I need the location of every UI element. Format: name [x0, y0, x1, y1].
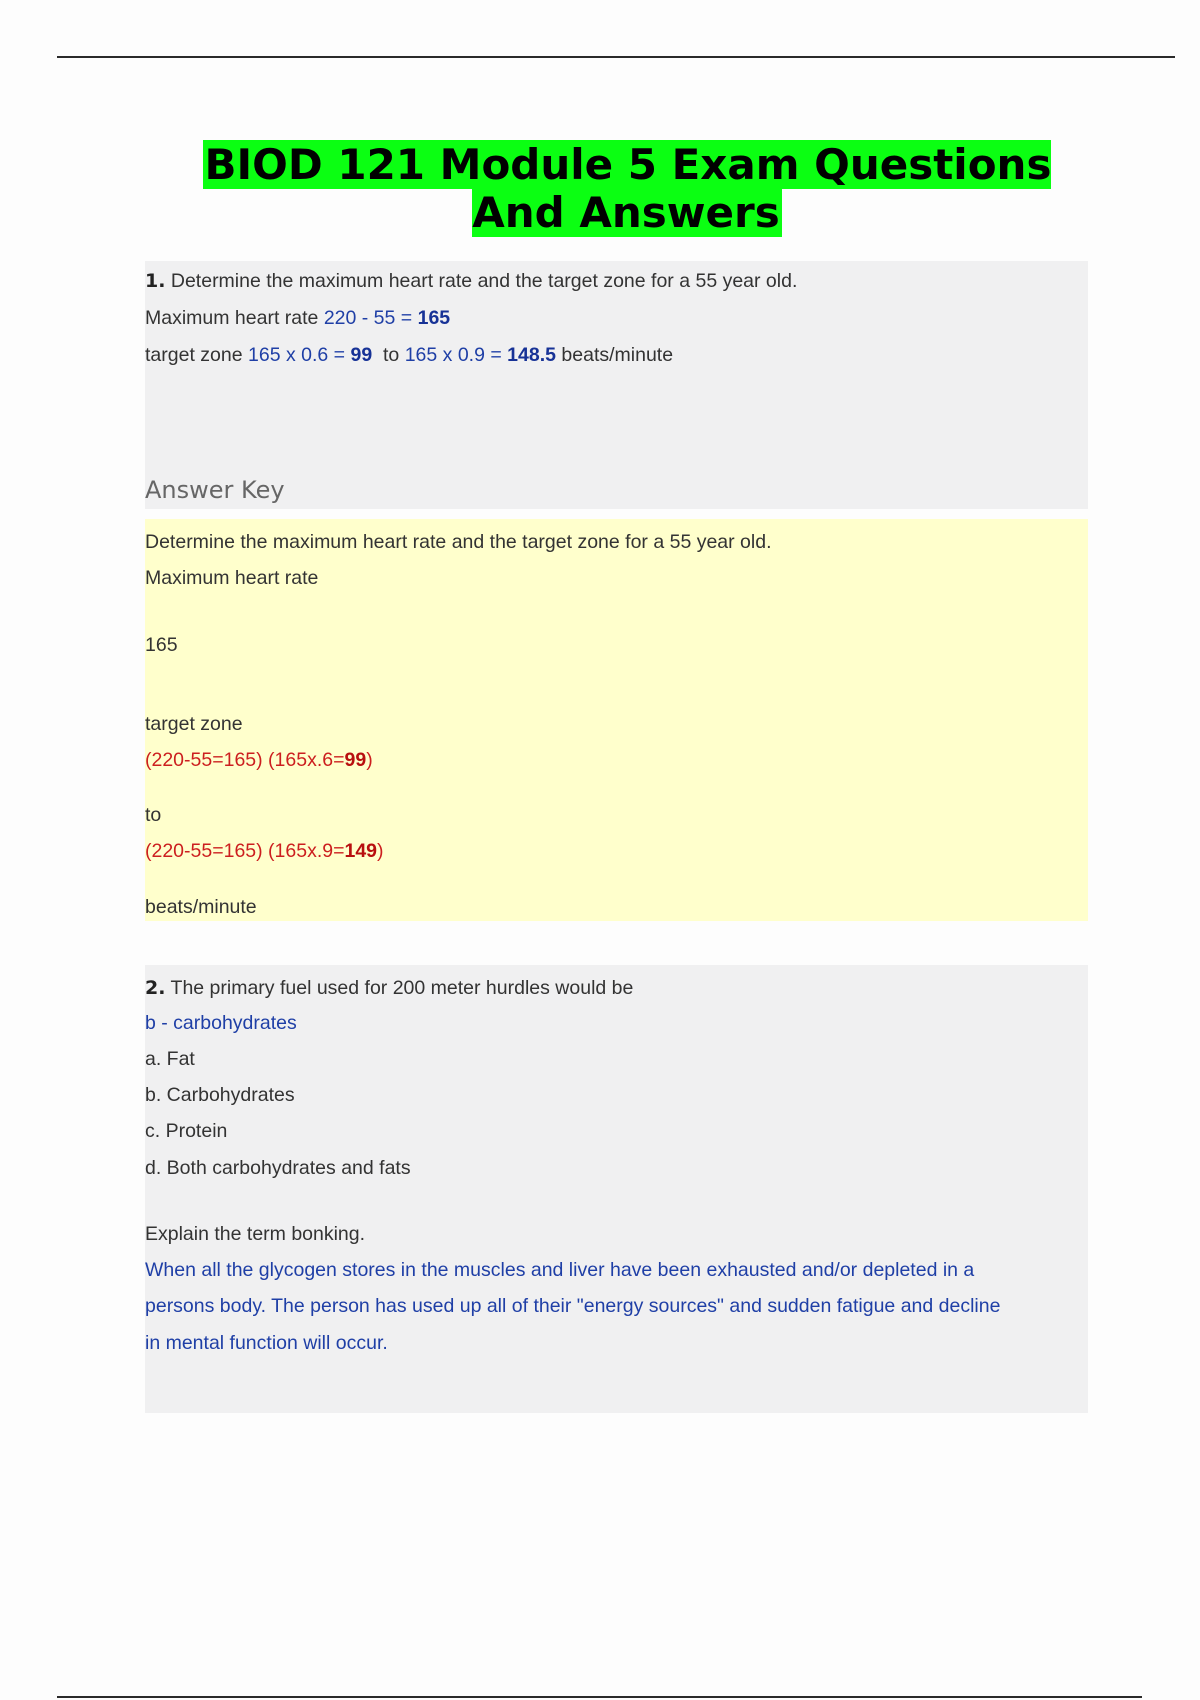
option-c: c. Protein [145, 1120, 228, 1142]
answer-key-heading: Answer Key [145, 476, 285, 504]
question-1-block [145, 261, 1088, 509]
question-2-answer: b - carbohydrates [145, 1012, 297, 1034]
answer-key-question: Determine the maximum heart rate and the target zone for a 55 year old. [145, 531, 772, 553]
page-title: BIOD 121 Module 5 Exam Questions And Answers [204, 140, 1052, 237]
question-number: 2. [145, 977, 166, 999]
option-b: b. Carbohydrates [145, 1084, 295, 1106]
option-a: a. Fat [145, 1048, 195, 1070]
answer-key-unit: beats/minute [145, 896, 257, 918]
answer-key-calc-1: (220-55=165) (165x.6=99) [145, 749, 373, 771]
bottom-rule [57, 1696, 1142, 1698]
question-text: Determine the maximum heart rate and the target zone for a 55 year old. [170, 270, 798, 292]
answer-key-max-label: Maximum heart rate [145, 567, 319, 589]
option-d: d. Both carbohydrates and fats [145, 1157, 411, 1179]
bonking-answer-line-1: When all the glycogen stores in the muscles and liver have been exhausted and/or depleted in a [145, 1259, 975, 1281]
answer-key-to: to [145, 804, 162, 826]
answer-key-zone-label: target zone [145, 713, 243, 735]
question-1 [145, 269, 797, 293]
question-2-block [145, 965, 1088, 1413]
answer-key-calc-2: (220-55=165) (165x.9=149) [145, 840, 384, 862]
max-heart-rate-line: Maximum heart rate 220 - 55 = 165 [145, 307, 451, 329]
top-rule [57, 56, 1175, 58]
bonking-question: Explain the term bonking. [145, 1223, 366, 1245]
question-text: The primary fuel used for 200 meter hurdles would be [170, 977, 634, 999]
question-number: 1. [145, 270, 166, 292]
answer-key-block [145, 519, 1088, 921]
question-2 [145, 976, 633, 1000]
bonking-answer-line-3: in mental function will occur. [145, 1332, 388, 1354]
target-zone-line: target zone 165 x 0.6 = 99 to 165 x 0.9 = 148.5 beats/minute [145, 344, 674, 366]
bonking-answer-line-2: persons body. The person has used up all of their "energy sources" and sudden fatigue and decline [145, 1295, 1001, 1317]
answer-key-max-value: 165 [145, 634, 178, 656]
